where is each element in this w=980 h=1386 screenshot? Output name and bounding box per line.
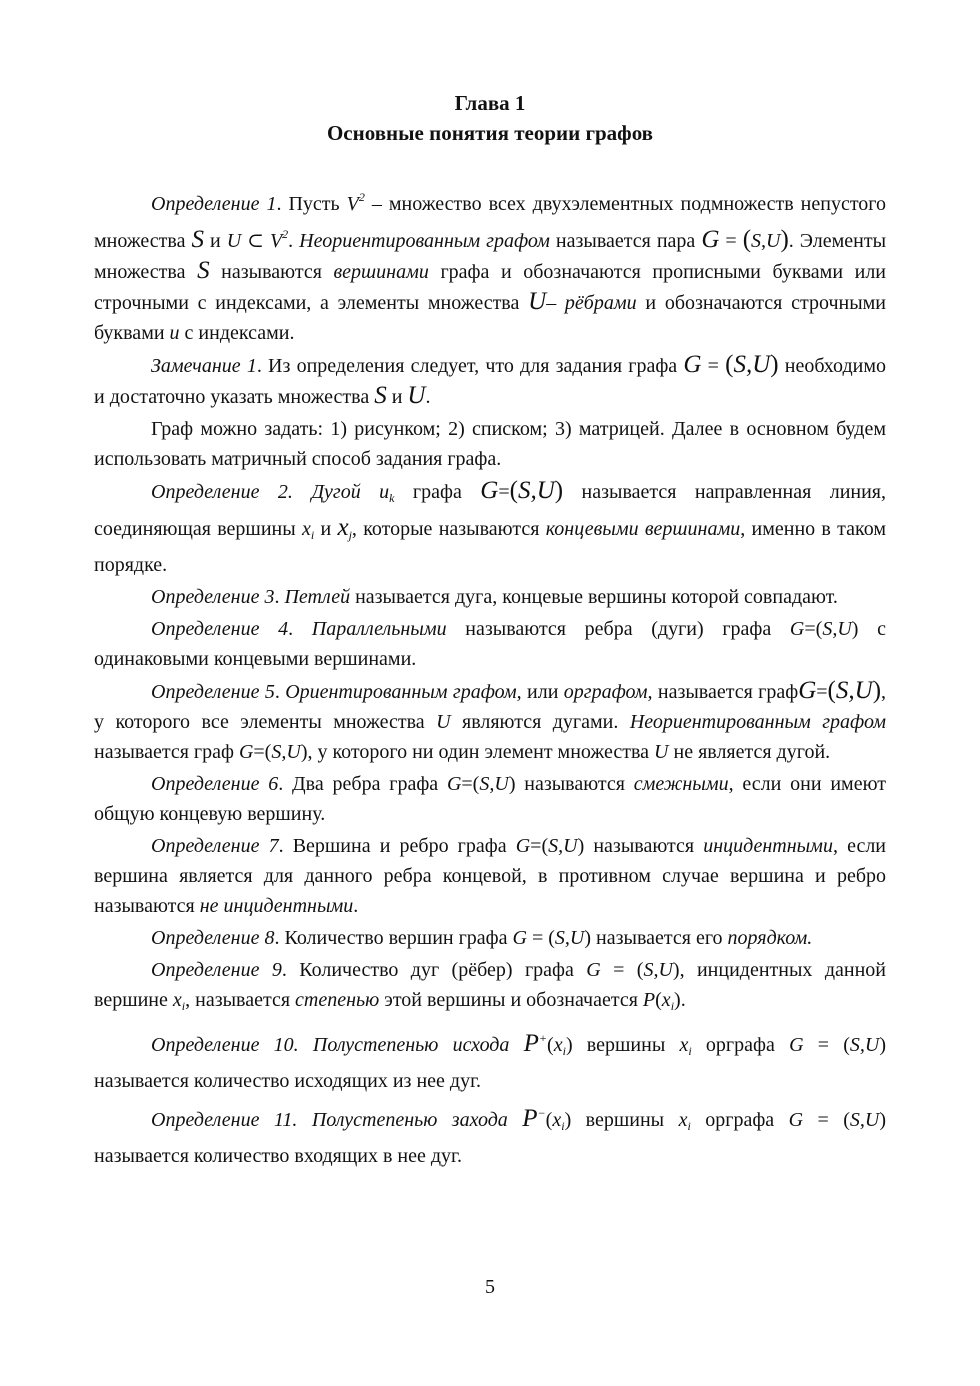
definition-9: Определение 9. Количество дуг (рёбер) графа G = (S,U), инцидентных данной вершине $x_i$, называется степенью этой вершины и обозначается $P(x_i)$.: [94, 959, 886, 1013]
definition-4: Определение 4. Параллельными называются ребра (дуги) графа G=(S,U) с одинаковыми концевыми вершинами.: [94, 618, 886, 670]
document-page: [94, 88, 886, 1173]
definition-1: Определение 1. Пусть $V^2$ – множество всех двухэлементных подмножеств непустого множества S и U ⊂ $V^2$. Неориентированным графом называется пара G = (S,U). Элементы множества S называются вершинами графа и обозначаются прописными буквами или строчными с индексами, а элементы множества U– рёбрами и обозначаются строчными буквами u с индексами.: [94, 190, 887, 344]
definition-6: Определение 6. Два ребра графа G=(S,U) называются смежными, если они имеют общую концевую вершину.: [94, 773, 886, 825]
definition-3: Определение 3. Петлей называется дуга, концевые вершины которой совпадают.: [151, 586, 838, 608]
page-number: 5: [485, 1276, 495, 1298]
definition-2: Определение 2. Дугой $u_k$ графа G=(S,U) называется направленная линия, соединяющая вершины $x_i$ и $x_j$, которые называются концевыми вершинами, именно в таком порядке.: [94, 477, 886, 576]
definition-7: Определение 7. Вершина и ребро графа G=(S,U) называются инцидентными, если вершина является для данного ребра концевой, в противном случае вершина и ребро называются не инцидентными.: [94, 835, 887, 917]
chapter-subtitle: Основные понятия теории графов: [326, 121, 654, 145]
definition-8: Определение 8. Количество вершин графа G = (S,U) называется его порядком.: [151, 927, 813, 949]
graph-representation-text: Граф можно задать: 1) рисунком; 2) списком; 3) матрицей. Далее в основном будем использовать матричный способ задания графа.: [94, 418, 886, 470]
remark-1: Замечание 1. Из определения следует, что для задания графа G = (S,U) необходимо и достаточно указать множества S и U.: [94, 351, 886, 409]
chapter-title: Глава 1: [454, 91, 526, 115]
definition-11: Определение 11. Полустепенью захода $P^-(x_i)$ вершины $x_i$ орграфа G = (S,U) называется количество входящих в нее дуг.: [94, 1105, 887, 1167]
definition-5: Определение 5. Ориентированным графом, или орграфом, называется графG=(S,U), у которого все элементы множества U являются дугами. Неориентированным графом называется граф G=(S,U), у которого ни один элемент множества U не является дугой.: [94, 677, 887, 763]
definition-10: Определение 10. Полустепенью исхода $P^+(x_i)$ вершины $x_i$ орграфа G = (S,U) называется количество исходящих из нее дуг.: [94, 1030, 887, 1092]
